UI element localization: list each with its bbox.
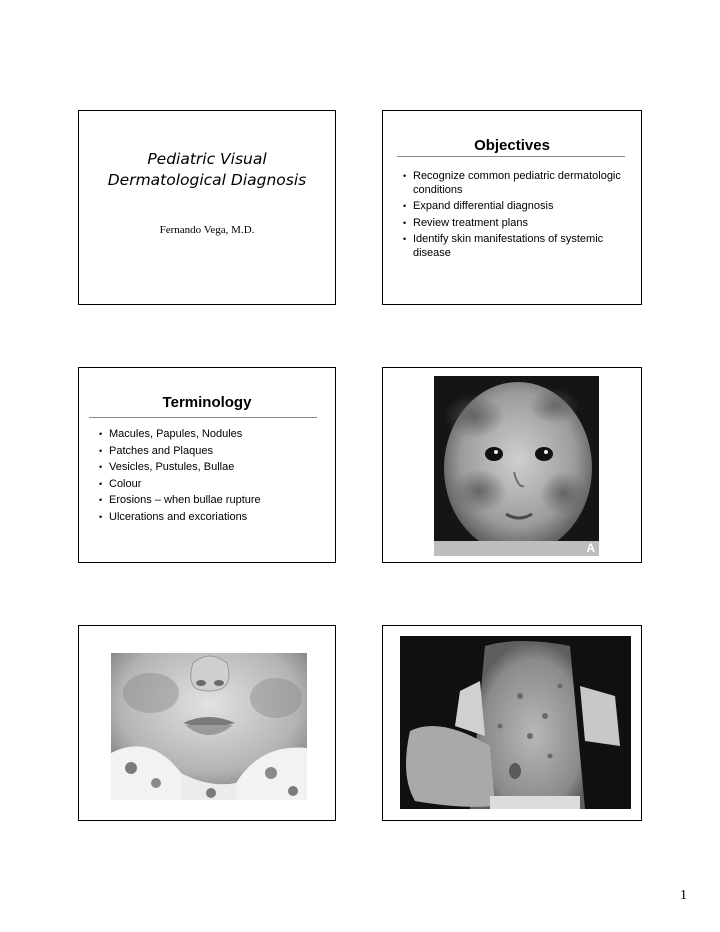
page-number: 1 <box>680 888 687 903</box>
slide-photo-infant-mouth <box>78 625 336 821</box>
slide-heading: Terminology <box>162 394 252 411</box>
list-item: • Vesicles, Pustules, Bullae <box>99 461 329 475</box>
slide-heading: Objectives <box>474 137 550 154</box>
terminology-list <box>99 428 329 527</box>
title-line-1: Pediatric Visual <box>147 150 267 168</box>
list-item: • Erosions – when bullae rupture <box>99 494 329 508</box>
heading-divider <box>397 156 625 157</box>
infant-abdomen-illustration <box>400 636 631 809</box>
objectives-list <box>403 170 633 263</box>
list-item: • Ulcerations and excoriations <box>99 511 329 525</box>
photo-label: A <box>586 541 595 555</box>
infant-mouth-illustration <box>111 653 307 800</box>
slide-photo-infant-abdomen <box>382 625 642 821</box>
child-face-illustration <box>434 376 599 556</box>
list-item: • Review treatment plans <box>403 217 633 231</box>
list-item: • Colour <box>99 478 329 492</box>
list-item: • Recognize common pediatric dermatologic conditions <box>403 170 633 197</box>
list-item: • Identify skin manifestations of systemic disease <box>403 233 633 260</box>
presentation-title <box>79 149 335 191</box>
child-face-photo <box>434 376 599 556</box>
list-item: • Patches and Plaques <box>99 445 329 459</box>
slide-photo-face <box>382 367 642 563</box>
list-item: • Macules, Papules, Nodules <box>99 428 329 442</box>
title-line-2: Dermatological Diagnosis <box>107 171 307 189</box>
list-item: • Expand differential diagnosis <box>403 200 633 214</box>
infant-abdomen-photo <box>400 636 631 809</box>
heading-divider <box>89 417 317 418</box>
infant-mouth-photo <box>111 653 307 800</box>
slide-terminology <box>78 367 336 563</box>
slide-title-page <box>78 110 336 305</box>
slide-objectives <box>382 110 642 305</box>
author-name: Fernando Vega, M.D. <box>159 224 255 236</box>
